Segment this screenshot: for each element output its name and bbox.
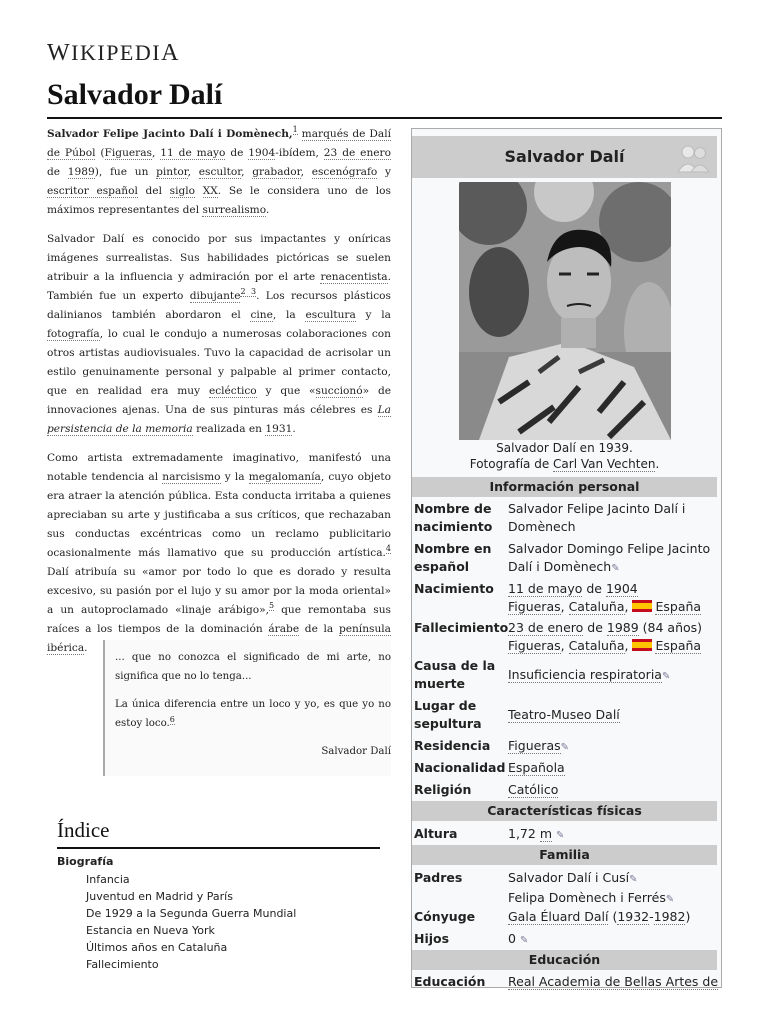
toc-divider [57, 847, 380, 849]
link-pintor[interactable]: pintor [156, 166, 188, 178]
ref-link[interactable]: 5 [269, 601, 275, 611]
link-birth-day[interactable]: 11 de mayo [160, 147, 226, 159]
link-figueras[interactable]: Figueras [508, 638, 561, 653]
subject-name: Salvador Felipe Jacinto Dalí i Domènech, [47, 128, 293, 140]
link-figueras[interactable]: Figueras [104, 147, 152, 159]
ref-link[interactable]: 6 [169, 714, 175, 724]
intro-paragraph: Salvador Felipe Jacinto Dalí i Domènech,$^1$ marqués de Dalí de Púbol (Figueras, 11 de mayo de 1904-ibídem, 23 de enero de 1989), fue un pintor, escultor, grabador, escenógrafo y escritor español del siglo XX. Se le considera uno de los máximos representantes del surrealismo. [47, 125, 391, 216]
link-carl-van-vechten[interactable]: Carl Van Vechten [553, 457, 656, 471]
link-1931[interactable]: 1931 [265, 423, 293, 435]
link-xx[interactable]: XX [202, 185, 218, 197]
spain-flag-icon [632, 639, 652, 651]
infobox: Salvador Dalí Salvador Dalí en 1939. Fotografía de Carl Van Vechten. Información personal Nombre de nacimiento Salvador Felipe Jacinto Dalí i Domènech Nombre en español Salvador Domingo Felipe Jacinto Dalí i Domènech✎ Nacimiento 11 de mayo de 1904 Figueras, Cataluña, España Fallecimiento 23 de enero de 1989 (84 años) Figueras, Cataluña, España Causa de la muerte Insuficiencia respiratoria✎ Lugar de sepultura Teatro-Museo Dalí Residencia Figueras✎ Nacionalidad Española Religión Católico Características físicas Altura 1,72 m ✎ Familia Padres Salvador Dalí i Cusí✎ Felipa Domènech i Ferrés✎ Cónyuge Gala Éluard Dalí (1932-1982) Hijos 0 ✎ Educación Educación Real Academia de Bellas Artes de [411, 128, 722, 988]
toc-item-biografia[interactable]: Biografía [57, 855, 114, 868]
link-narcisismo[interactable]: narcisismo [162, 471, 221, 483]
section-family: Familia [412, 845, 717, 865]
edit-pencil-icon[interactable]: ✎ [519, 935, 529, 946]
link-surrealismo[interactable]: surrealismo [202, 204, 266, 216]
link-death-year[interactable]: 1989 [606, 620, 639, 635]
paragraph-3: Como artista extremadamente imaginativo, manifestó una notable tendencia al narcisismo y la megalomanía, cuyo objeto era atraer la atención pública. Esta conducta irritaba a quienes apreciaban su arte y justificaba a sus críticos, que rechazaban sus conductas excéntricas como un reclamo publicitario ocasionalmente más llamativo que su producción artística.$^4$ Dalí atribuía su «amor por todo lo que es dorado y resulta excesivo, su pasión por el lujo y su amor por la moda oriental» a un autoproclamado «linaje arábigo»,$^5$ que remontaba sus raíces a los tiempos de la dominación árabe de la península ibérica. [47, 452, 391, 654]
photo-caption: Salvador Dalí en 1939. Fotografía de Carl Van Vechten. [469, 441, 660, 471]
link-escritor[interactable]: escritor español [47, 185, 138, 197]
people-icon [675, 140, 711, 174]
quote-line-2: La única diferencia entre un loco y yo, es que yo no estoy loco.$^6$ [115, 699, 391, 729]
section-education: Educación [412, 950, 717, 970]
toc-item[interactable]: Infancia [86, 873, 130, 886]
link-espana[interactable]: España [655, 599, 702, 614]
ref-link[interactable]: 2 3 [240, 287, 257, 297]
quote-line-1: ... que no conozca el significado de mi arte, no significa que no lo tenga... [115, 652, 391, 682]
page-title: Salvador Dalí [47, 78, 223, 111]
section-physical: Características físicas [412, 801, 717, 821]
link-academia[interactable]: Real Academia de Bellas Artes de [508, 974, 719, 989]
link-renacentista[interactable]: renacentista [320, 271, 388, 283]
toc-list [86, 871, 296, 973]
ref-link[interactable]: 4 [385, 544, 391, 554]
spain-flag-icon [632, 600, 652, 612]
infobox-title: Salvador Dalí [504, 147, 625, 166]
link-arabe[interactable]: árabe [268, 623, 300, 635]
edit-pencil-icon[interactable]: ✎ [629, 874, 638, 885]
link-megalomania[interactable]: megalomanía [248, 471, 321, 483]
toc-item[interactable]: De 1929 a la Segunda Guerra Mundial [86, 907, 297, 920]
edit-pencil-icon[interactable]: ✎ [560, 742, 570, 753]
edit-pencil-icon[interactable]: ✎ [665, 894, 675, 905]
toc-item[interactable]: Fallecimiento [86, 958, 159, 971]
link-escultor[interactable]: escultor [198, 166, 242, 178]
link-escultura[interactable]: escultura [305, 309, 356, 321]
link-birth-year[interactable]: 1904 [248, 147, 276, 159]
link-eclectico[interactable]: ecléctico [208, 385, 257, 397]
wikipedia-logo[interactable]: WIKIPEDIA [47, 40, 180, 66]
link-cataluna[interactable]: Cataluña [568, 599, 625, 614]
link-espanola[interactable]: Española [508, 760, 565, 775]
link-birth-date[interactable]: 11 de mayo [508, 581, 583, 596]
ref-link[interactable]: 1 [292, 125, 298, 135]
link-death-day[interactable]: 23 de enero [323, 147, 391, 159]
link-grabador[interactable]: grabador [252, 166, 301, 178]
link-espana[interactable]: España [655, 638, 702, 653]
toc-item[interactable]: Últimos años en Cataluña [86, 941, 228, 954]
link-cine[interactable]: cine [250, 309, 273, 321]
link-persistencia[interactable]: La persistencia de la memoria [47, 404, 391, 435]
link-1932[interactable]: 1932 [617, 909, 650, 924]
toc-item[interactable]: Estancia en Nueva York [86, 924, 215, 937]
quote-author: Salvador Dalí [321, 746, 391, 757]
portrait-photo[interactable] [459, 182, 671, 440]
link-succiono[interactable]: succionó [315, 385, 363, 397]
link-peninsula[interactable]: península ibérica [47, 623, 391, 654]
link-siglo[interactable]: siglo [169, 185, 196, 197]
link-escenografo[interactable]: escenógrafo [311, 166, 378, 178]
quote-box [103, 640, 391, 776]
link-dibujante[interactable]: dibujante [189, 290, 241, 302]
link-figueras[interactable]: Figueras [508, 738, 561, 753]
toc-item[interactable]: Juventud en Madrid y París [86, 890, 233, 903]
link-birth-year[interactable]: 1904 [605, 581, 638, 596]
article-body [47, 125, 391, 668]
link-gala[interactable]: Gala Éluard Dalí [508, 909, 609, 924]
link-catolico[interactable]: Católico [508, 782, 559, 797]
link-figueras[interactable]: Figueras [508, 599, 561, 614]
edit-pencil-icon[interactable]: ✎ [556, 830, 565, 841]
section-personal-info: Información personal [412, 477, 717, 497]
link-teatro-museo[interactable]: Teatro-Museo Dalí [508, 707, 620, 722]
edit-pencil-icon[interactable]: ✎ [661, 671, 671, 682]
link-1982[interactable]: 1982 [653, 909, 686, 924]
edit-pencil-icon[interactable]: ✎ [611, 563, 620, 574]
link-metre[interactable]: m [539, 826, 553, 841]
link-death-date[interactable]: 23 de enero [508, 620, 584, 635]
link-cause[interactable]: Insuficiencia respiratoria [508, 667, 662, 682]
link-marquis[interactable]: marqués de Dalí de Púbol [47, 128, 391, 159]
link-cataluna[interactable]: Cataluña [568, 638, 625, 653]
link-fotografia[interactable]: fotografía [47, 328, 100, 340]
paragraph-2: Salvador Dalí es conocido por sus impactantes y oníricas imágenes surrealistas. Sus habilidades pictóricas se suelen atribuir a la influencia y admiración por el arte renacentista. También fue un experto dibujante$^{2 3}$. Los recursos plásticos dalinianos también abordaron el cine, la escultura y la fotografía, lo cual le condujo a numerosas colaboraciones con otros artistas audiovisuales. Tuvo la capacidad de acrisolar un estilo genuinamente personal y palpable al primer contacto, que en realidad era muy ecléctico y que «succionó» de innovaciones ajenas. Una de sus pinturas más célebres es La persistencia de la memoria realizada en 1931. [47, 233, 391, 435]
infobox-title-bar [412, 136, 717, 178]
title-divider [47, 117, 722, 119]
toc-title: Índice [57, 818, 110, 842]
link-death-year[interactable]: 1989 [67, 166, 95, 178]
